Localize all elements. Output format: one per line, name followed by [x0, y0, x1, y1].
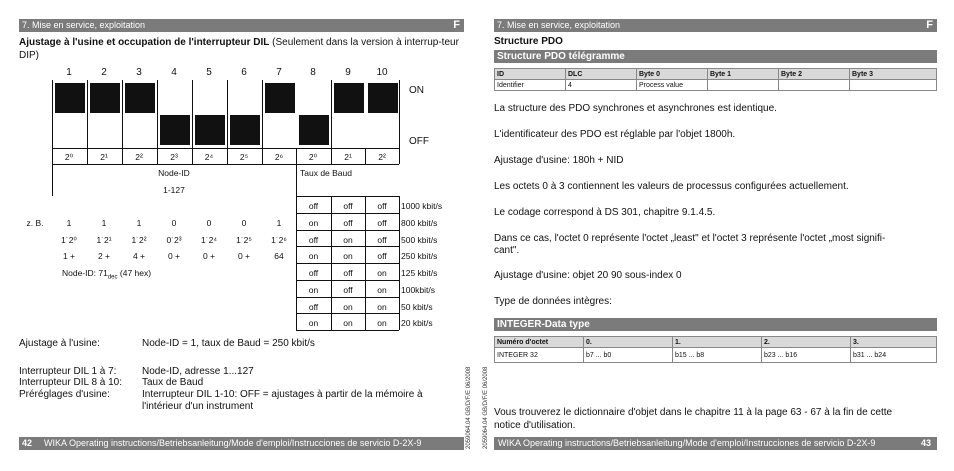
- dip-switch: [193, 80, 227, 148]
- dip-switch-knob: [299, 115, 329, 145]
- preset-label: Préréglages d'usine:: [19, 389, 110, 400]
- baud-switch-10: off: [377, 251, 387, 262]
- dil-title-rest: (Seulement dans la version à interrup-teur DIP): [19, 37, 459, 61]
- baud-switch-8: on: [308, 284, 319, 295]
- weight-cell: 2¹: [100, 152, 108, 162]
- baud-switch-9: on: [343, 318, 353, 329]
- switch-number: 9: [345, 67, 351, 78]
- example-cell: 1: [136, 218, 142, 228]
- dip-switch-knob: [90, 83, 120, 113]
- integer-header-cell: Numéro d'octet: [495, 337, 584, 348]
- baud-switch-9: off: [343, 284, 353, 295]
- node-id-label: Node-ID: [158, 168, 190, 178]
- paragraph-6a: Dans ce cas, l'octet 0 représente l'octet „least" et l'octet 3 représente l'octet „most signifi-: [494, 233, 886, 244]
- baud-switch-10: on: [377, 268, 387, 278]
- paragraph-9a: Vous trouverez le dictionnaire d'objet dans le chapitre 11 à la page 63 - 67 à la fin de cette: [494, 407, 893, 418]
- paragraph-9b: notice d'utilisation.: [494, 420, 576, 431]
- example-cell: 1˙2²: [131, 235, 147, 245]
- baud-switch-8: on: [308, 217, 319, 228]
- dil-title-bold: Ajustage à l'usine et occupation de l'interrupteur DIL: [19, 37, 270, 48]
- baud-switch-8: on: [308, 318, 319, 329]
- switch-number: 5: [206, 67, 212, 78]
- integer-data-row: [495, 348, 937, 363]
- pdo-cell: Identifier: [495, 80, 566, 91]
- grid-line: [399, 196, 400, 330]
- weight-cell: 2⁴: [204, 152, 214, 162]
- grid-line: [296, 330, 399, 331]
- switch-number: 8: [310, 67, 316, 78]
- example-cell: 1˙2¹: [96, 235, 112, 245]
- switch-number: 3: [136, 67, 142, 78]
- baud-rate: 20 kbit/s: [401, 318, 433, 329]
- baud-switch-9: off: [343, 217, 353, 228]
- pdo-header-cell: DLC: [566, 69, 637, 80]
- pdo-header-row: [495, 69, 937, 80]
- grid-line: [296, 297, 399, 298]
- grid-line: [296, 263, 399, 264]
- example-cell: 1: [66, 218, 72, 228]
- baud-switch-8: off: [308, 234, 319, 245]
- dip-switch-knob: [368, 83, 398, 113]
- integer-table: [494, 336, 937, 363]
- paragraph-8: Type de données intègres:: [494, 296, 612, 307]
- dip-switch: [158, 80, 192, 148]
- dip-switch-knob: [125, 83, 155, 113]
- left-header-title: 7. Mise en service, exploitation: [22, 20, 146, 30]
- left-header-bar: [19, 19, 464, 32]
- right-footer-text: WIKA Operating instructions/Betriebsanleitung/Mode d'emploi/Instrucciones de servicio D-2X-9: [498, 438, 876, 448]
- dip-switch: [297, 80, 331, 148]
- on-label: ON: [409, 85, 424, 96]
- baud-switch-10: on: [377, 301, 387, 312]
- dip-switch-knob: [265, 83, 295, 113]
- grid-line: [296, 280, 399, 281]
- right-footer-bar: [494, 437, 937, 450]
- baud-rate: 100kbit/s: [401, 284, 436, 295]
- left-side-code: 2059064.04 GB/D/F/E 06/2008: [466, 366, 472, 449]
- telegram-bar: Structure PDO télégramme: [494, 50, 937, 63]
- integer-header-cell: 3.: [851, 337, 937, 348]
- baud-switch-10: off: [377, 234, 387, 245]
- right-page-number: 43: [920, 438, 931, 448]
- example-cell: 0: [206, 218, 212, 228]
- pdo-data-row: [495, 80, 937, 91]
- baud-rate: 1000 kbit/s: [401, 201, 443, 211]
- weight-cell: 2²: [135, 152, 143, 162]
- node-result-sub: dec: [107, 274, 118, 281]
- pdo-cell: 4: [566, 80, 637, 91]
- baud-label: Taux de Baud: [300, 168, 352, 178]
- left-section-title: [19, 36, 469, 62]
- example-cell: 1: [276, 218, 282, 228]
- dil17-value: Node-ID, adresse 1...127: [142, 366, 254, 377]
- baud-rate: 125 kbit/s: [401, 268, 438, 278]
- example-cell: 2 +: [97, 251, 111, 261]
- example-cell: 1˙2⁶: [271, 235, 287, 245]
- baud-rate: 800 kbit/s: [401, 217, 438, 228]
- baud-switch-9: on: [343, 301, 353, 312]
- pdo-cell: Process value: [637, 80, 708, 91]
- dip-switch: [228, 80, 262, 148]
- baud-rate: 50 kbit/s: [401, 301, 433, 312]
- baud-switch-8: off: [308, 201, 319, 211]
- weight-cell: 2⁶: [274, 152, 284, 162]
- paragraph-7: Ajustage d'usine: objet 20 90 sous-index 0: [494, 270, 682, 281]
- grid-line: [399, 80, 400, 164]
- dip-switch: [123, 80, 157, 148]
- structure-title: Structure PDO: [494, 36, 563, 47]
- pdo-header-cell: Byte 0: [637, 69, 708, 80]
- integer-bar: INTEGER-Data type: [494, 318, 937, 331]
- grid-line: [52, 148, 399, 149]
- weight-cell: 2⁰: [308, 152, 318, 162]
- dip-switch: [263, 80, 297, 148]
- integer-header-cell: 1.: [673, 337, 762, 348]
- integer-header-row: [495, 337, 937, 348]
- dil810-value: Taux de Baud: [142, 377, 204, 388]
- paragraph-1: La structure des PDO synchrones et asynchrones est identique.: [494, 103, 777, 114]
- baud-switch-8: off: [308, 301, 319, 312]
- example-cell: 0: [241, 218, 247, 228]
- baud-switch-10: on: [377, 318, 387, 329]
- dip-switch-knob: [55, 83, 85, 113]
- weight-cell: 2²: [378, 152, 386, 162]
- switch-number: 4: [171, 67, 177, 78]
- switch-number: 7: [276, 67, 282, 78]
- dip-switch: [366, 80, 400, 148]
- example-cell: 0 +: [237, 251, 251, 261]
- baud-switch-9: off: [343, 201, 353, 211]
- pdo-header-cell: Byte 3: [850, 69, 937, 80]
- paragraph-3: Ajustage d'usine: 180h + NID: [494, 155, 624, 166]
- integer-row-label: INTEGER 32: [495, 348, 584, 363]
- grid-line: [296, 196, 399, 197]
- baud-rate: 500 kbit/s: [401, 234, 438, 245]
- pdo-cell: [708, 80, 779, 91]
- example-cell: 64: [274, 251, 284, 261]
- preset-value-2: l'intérieur d'un instrument: [142, 401, 254, 412]
- example-cell: 4 +: [132, 251, 146, 261]
- node-id-range: 1-127: [163, 185, 185, 195]
- baud-switch-9: on: [343, 251, 353, 262]
- dip-switch: [53, 80, 87, 148]
- dip-switch-knob: [334, 83, 364, 113]
- example-cell: 0 +: [167, 251, 181, 261]
- grid-line: [296, 246, 399, 247]
- baud-switch-10: off: [377, 201, 387, 211]
- right-header-bar: [494, 19, 937, 32]
- integer-cell: b7 ... b0: [584, 348, 673, 363]
- paragraph-4: Les octets 0 à 3 contiennent les valeurs de processus configurées actuellement.: [494, 181, 849, 192]
- left-page-number: 42: [22, 438, 33, 448]
- right-header-letter: F: [926, 19, 933, 31]
- node-result-suffix: (47 hex): [117, 268, 152, 278]
- preset-value-1: Interrupteur DIL 1-10: OFF = ajustages à partir de la mémoire à: [142, 389, 423, 400]
- dil17-label: Interrupteur DIL 1 à 7:: [19, 366, 117, 377]
- example-cell: 0: [171, 218, 177, 228]
- dip-switch-knob: [195, 115, 225, 145]
- factory-value: Node-ID = 1, taux de Baud = 250 kbit/s: [142, 338, 315, 349]
- left-header-letter: F: [453, 19, 460, 31]
- left-footer-bar: [19, 437, 464, 450]
- baud-switch-8: on: [308, 251, 319, 262]
- grid-line: [296, 230, 399, 231]
- dip-switch-knob: [230, 115, 260, 145]
- pdo-header-cell: Byte 1: [708, 69, 779, 80]
- dip-switch: [332, 80, 366, 148]
- pdo-header-cell: ID: [495, 69, 566, 80]
- off-label: OFF: [409, 136, 429, 147]
- right-side-code: 2059064.04 GB/D/F/E 06/2008: [483, 366, 489, 449]
- baud-rate: 250 kbit/s: [401, 251, 438, 262]
- grid-line: [296, 213, 399, 214]
- left-footer-text: WIKA Operating instructions/Betriebsanleitung/Mode d'emploi/Instrucciones de servicio D-2X-9: [44, 438, 422, 448]
- node-result-prefix: Node-ID: 71: [62, 268, 108, 278]
- example-cell: 1: [101, 218, 107, 228]
- pdo-cell: [779, 80, 850, 91]
- right-header-title: 7. Mise en service, exploitation: [497, 20, 621, 30]
- baud-switch-8: off: [308, 268, 319, 278]
- grid-line: [296, 313, 399, 314]
- pdo-cell: [850, 80, 937, 91]
- weight-cell: 2³: [170, 152, 178, 162]
- example-label: z. B.: [26, 218, 44, 228]
- integer-cell: b15 ... b8: [673, 348, 762, 363]
- dil810-label: Interrupteur DIL 8 à 10:: [19, 377, 123, 388]
- example-cell: 0 +: [202, 251, 216, 261]
- switch-number: 10: [376, 67, 388, 78]
- paragraph-2: L'identificateur des PDO est réglable par l'objet 1800h.: [494, 129, 736, 140]
- switch-number: 6: [241, 67, 247, 78]
- integer-cell: b31 ... b24: [851, 348, 937, 363]
- integer-header-cell: 0.: [584, 337, 673, 348]
- baud-switch-9: off: [343, 268, 353, 278]
- example-cell: 1˙2⁵: [236, 235, 252, 245]
- grid-line: [52, 164, 399, 165]
- dip-switch: [88, 80, 122, 148]
- example-cell: 0˙2³: [166, 235, 182, 245]
- switch-number: 1: [66, 67, 72, 78]
- weight-cell: 2¹: [344, 152, 352, 162]
- weight-cell: 2⁵: [239, 152, 249, 162]
- example-cell: 1 +: [62, 251, 76, 261]
- node-id-result: [52, 268, 202, 281]
- baud-switch-10: on: [377, 284, 387, 295]
- example-cell: 1˙2⁰: [61, 235, 77, 245]
- integer-cell: b23 ... b16: [762, 348, 851, 363]
- dip-switch-knob: [160, 115, 190, 145]
- example-cell: 1˙2⁴: [201, 235, 217, 245]
- baud-switch-9: on: [343, 234, 353, 245]
- integer-header-cell: 2.: [762, 337, 851, 348]
- pdo-header-cell: Byte 2: [779, 69, 850, 80]
- switch-number: 2: [101, 67, 107, 78]
- baud-switch-10: off: [377, 217, 387, 228]
- weight-cell: 2⁰: [64, 152, 74, 162]
- paragraph-6b: cant".: [494, 245, 520, 256]
- factory-label: Ajustage à l'usine:: [19, 338, 100, 349]
- pdo-table: [494, 68, 937, 91]
- paragraph-5: Le codage correspond à DS 301, chapitre 9.1.4.5.: [494, 207, 716, 218]
